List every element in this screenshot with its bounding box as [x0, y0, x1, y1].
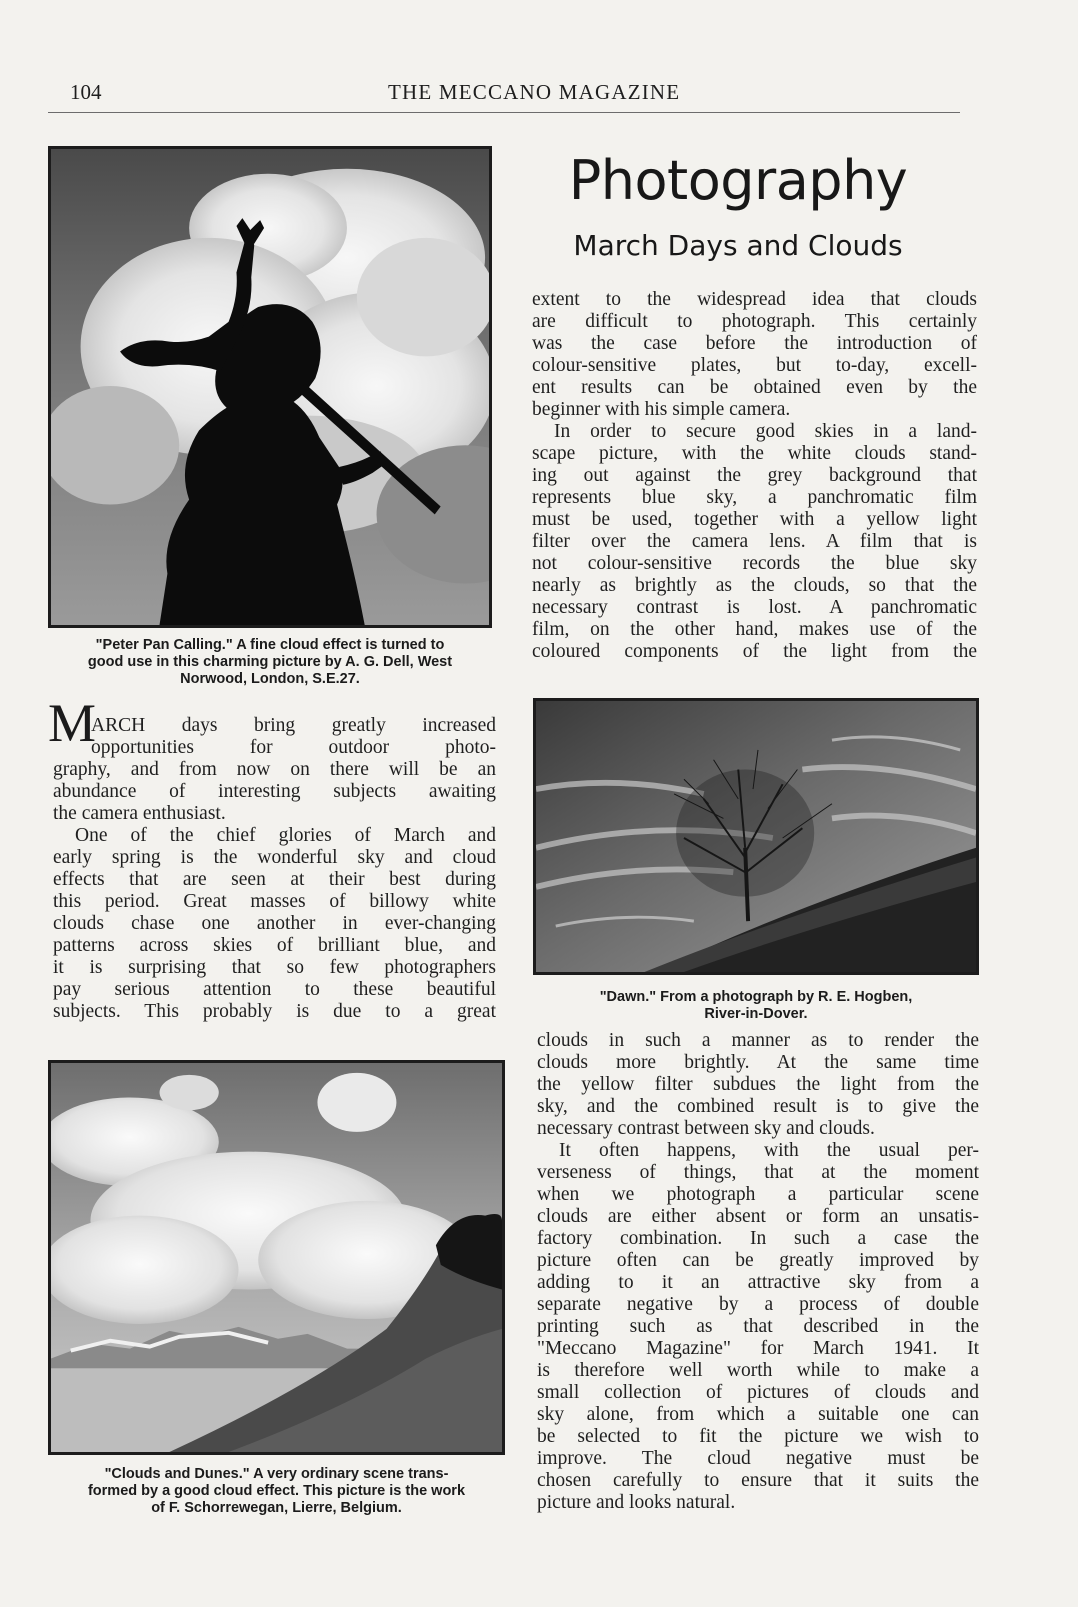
left-column-text [53, 715, 496, 1023]
caption-line: "Dawn." From a photograph by R. E. Hogben, [599, 989, 913, 1005]
text-line: film, on the other hand, makes use of the [532, 619, 977, 640]
text-line: It often happens, with the usual per- [559, 1140, 979, 1161]
caption-peter-pan [48, 637, 492, 688]
article-subtitle: March Days and Clouds [573, 229, 903, 262]
text-line: adding to it an attractive sky from a [537, 1272, 979, 1293]
text-line: nearly as brightly as the clouds, so that the [532, 575, 977, 596]
text-line: was the case before the introduction of [532, 333, 977, 354]
page-header [48, 76, 960, 113]
text-line: scape picture, with the white clouds stand- [532, 443, 977, 464]
text-line: clouds in such a manner as to render the [537, 1030, 979, 1051]
text-line: necessary contrast between sky and clouds. [537, 1118, 875, 1139]
right-column-text-top [532, 289, 977, 663]
text-line: this period. Great masses of billowy white [53, 891, 496, 912]
caption-line: of F. Schorrewegan, Lierre, Belgium. [151, 1500, 402, 1516]
text-line: verseness of things, that at the moment [537, 1162, 979, 1183]
text-line: coloured components of the light from the [532, 641, 977, 662]
photo-dawn-image [536, 701, 976, 972]
caption-line: "Clouds and Dunes." A very ordinary scene trans- [104, 1466, 449, 1482]
text-line: chosen carefully to ensure that it suits the [537, 1470, 979, 1491]
text-line: effects that are seen at their best during [53, 869, 496, 890]
photo-peter-pan [48, 146, 492, 628]
text-line: early spring is the wonderful sky and cloud [53, 847, 496, 868]
text-line: clouds more brightly. At the same time [537, 1052, 979, 1073]
text-line: ent results can be obtained even by the [532, 377, 977, 398]
caption-line: River-in-Dover. [704, 1006, 808, 1022]
magazine-title: THE MECCANO MAGAZINE [388, 80, 681, 104]
photo-peter-pan-image [51, 149, 489, 625]
caption-line: "Peter Pan Calling." A fine cloud effect is turned to [95, 637, 445, 653]
caption-line: good use in this charming picture by A. G. Dell, West [87, 654, 453, 670]
text-line: must be used, together with a yellow light [532, 509, 977, 530]
text-line: sky alone, from which a suitable one can [537, 1404, 979, 1425]
text-line: it is surprising that so few photographers [53, 957, 496, 978]
text-line: "Meccano Magazine" for March 1941. It [537, 1338, 979, 1359]
text-line: small collection of pictures of clouds and [537, 1382, 979, 1403]
text-line: In order to secure good skies in a land- [554, 421, 977, 442]
caption-clouds-dunes [48, 1466, 505, 1517]
text-line: necessary contrast is lost. A panchromatic [532, 597, 977, 618]
photo-dawn [533, 698, 979, 975]
text-line: picture often can be greatly improved by [537, 1250, 979, 1271]
text-line: are difficult to photograph. This certainly [532, 311, 977, 332]
article-title: Photography [568, 149, 908, 212]
text-line: beginner with his simple camera. [532, 399, 791, 420]
text-line: factory combination. In such a case the [537, 1228, 979, 1249]
text-line: opportunities for outdoor photo- [91, 737, 496, 758]
text-line: ARCH days bring greatly increased [91, 715, 496, 736]
text-line: graphy, and from now on there will be an [53, 759, 496, 780]
photo-clouds-dunes [48, 1060, 505, 1455]
text-line: improve. The cloud negative must be [537, 1448, 979, 1469]
caption-dawn [533, 989, 979, 1023]
drop-cap: M [48, 693, 97, 753]
text-line: abundance of interesting subjects awaiting [53, 781, 496, 802]
text-line: is therefore well worth while to make a [537, 1360, 979, 1381]
right-column-text-bottom [537, 1030, 979, 1514]
text-line: picture and looks natural. [537, 1492, 736, 1513]
text-line: One of the chief glories of March and [75, 825, 496, 846]
text-line: clouds are either absent or form an unsatis- [537, 1206, 979, 1227]
text-line: sky, and the combined result is to give the [537, 1096, 979, 1117]
text-line: be selected to fit the picture we wish to [537, 1426, 979, 1447]
text-line: filter over the camera lens. A film that is [532, 531, 977, 552]
text-line: ing out against the grey background that [532, 465, 977, 486]
text-line: clouds chase one another in ever-changing [53, 913, 496, 934]
text-line: represents blue sky, a panchromatic film [532, 487, 977, 508]
text-line: pay serious attention to these beautiful [53, 979, 496, 1000]
text-line: subjects. This probably is due to a great [53, 1001, 496, 1022]
caption-line: formed by a good cloud effect. This picture is the work [87, 1483, 466, 1499]
text-line: not colour-sensitive records the blue sky [532, 553, 977, 574]
text-line: the yellow filter subdues the light from the [537, 1074, 979, 1095]
text-line: the camera enthusiast. [53, 803, 226, 824]
caption-line: Norwood, London, S.E.27. [180, 671, 360, 687]
page-number: 104 [70, 80, 102, 104]
text-line: colour-sensitive plates, but to-day, excell- [532, 355, 977, 376]
text-line: when we photograph a particular scene [537, 1184, 979, 1205]
text-line: extent to the widespread idea that clouds [532, 289, 977, 310]
photo-clouds-dunes-image [51, 1063, 502, 1452]
text-line: printing such as that described in the [537, 1316, 979, 1337]
text-line: separate negative by a process of double [537, 1294, 979, 1315]
text-line: patterns across skies of brilliant blue, and [53, 935, 496, 956]
